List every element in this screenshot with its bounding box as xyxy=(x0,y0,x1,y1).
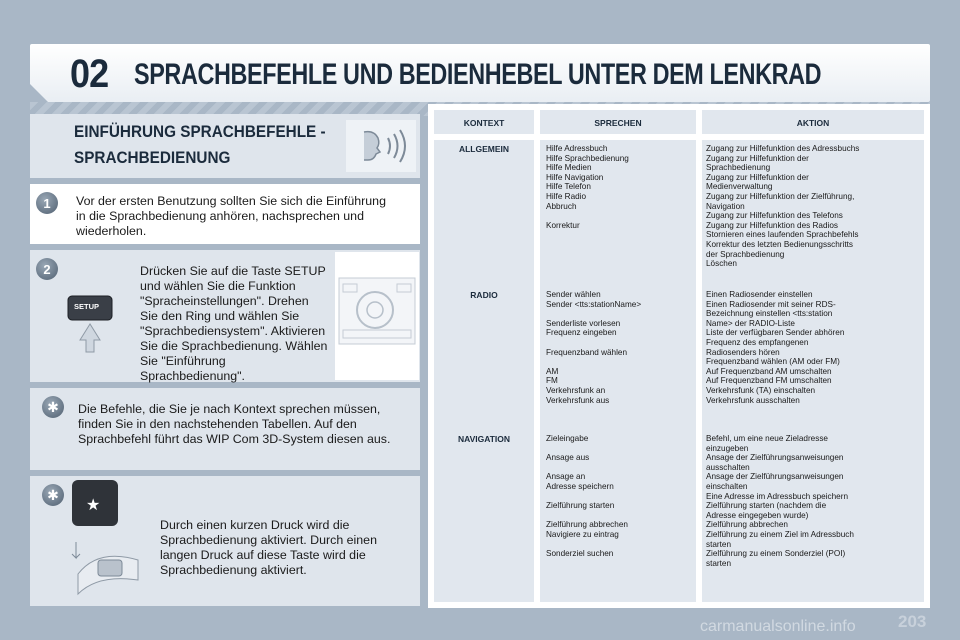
step-badge-1: 1 xyxy=(36,192,58,214)
steering-stalk-icon xyxy=(70,534,150,600)
column-header: SPRECHEN xyxy=(594,118,642,128)
intro-title xyxy=(74,119,335,171)
watermark: carmanualsonline.info xyxy=(700,618,856,635)
row-action: Zugang zur Hilfefunktion des Adressbuchs Zugang zur Hilfefunktion der Sprachbedienung Zugang zur Hilfefunktion der Medienverwaltung Zugang zur Hilfefunktion der Zielführung, Navigation Zugang zur Hilfefunktion des Telefons Zugang zur Hilfefunktion des Radios Stornieren eines laufenden Sprachbefehls Korrektur des letzten Bedienungsschritts der Sprachbedienung Löschen xyxy=(706,144,860,269)
radio-unit-icon xyxy=(335,252,419,380)
row-action: Einen Radiosender einstellen Einen Radiosender mit seiner RDS- Bezeichnung einstellen <tts:station Name> der RADIO-Liste Liste der verfügbaren Sender abhören Frequenz des empfangenen Radiosenders hören Frequenzband wählen (AM oder FM) Auf Frequenzband AM umschalten Auf Frequenzband FM umschalten Verkehrsfunk (TA) einschalten Verkehrsfunk ausschalten xyxy=(706,290,845,405)
svg-text:★: ★ xyxy=(86,495,101,514)
intro-title-line2: SPRACHBEDIENUNG xyxy=(74,148,231,167)
step1-text: Vor der ersten Benutzung sollten Sie sich die Einführung in die Sprachbedienung anhören, nachsprechen und wiederholen. xyxy=(76,194,386,238)
row-context: RADIO xyxy=(470,290,498,300)
step2-text: Drücken Sie auf die Taste SETUP und wählen Sie die Funktion "Spracheinstellungen". Drehen Sie den Ring und wählen Sie "Sprachbediensystem". Aktivieren Sie die Sprachbedienung. Wählen Sie "Einführung Sprachbedienung". xyxy=(140,264,328,383)
row-speak: Sender wählen Sender <tts:stationName> Senderliste vorlesen Frequenz eingeben Frequenzband wählen AM FM Verkehrsfunk an Verkehrsfunk aus xyxy=(546,290,642,405)
row-speak: Hilfe Adressbuch Hilfe Sprachbedienung Hilfe Medien Hilfe Navigation Hilfe Telefon Hilfe Radio Abbruch Korrektur xyxy=(546,144,629,230)
page-title: SPRACHBEFEHLE UND BEDIENHEBEL UNTER DEM LENKRAD xyxy=(134,58,822,91)
row-speak: Zieleingabe Ansage aus Ansage an Adresse speichern Zielführung starten Zielführung abbrechen Navigiere zu eintrag Sonderziel suchen xyxy=(546,434,628,559)
row-context: ALLGEMEIN xyxy=(458,144,510,154)
page-number: 203 xyxy=(898,612,927,631)
lightbulb-icon: ✱ xyxy=(42,396,64,418)
lightbulb-icon-2: ✱ xyxy=(42,484,64,506)
chapter-number: 02 xyxy=(70,52,109,96)
column-header: AKTION xyxy=(796,118,830,128)
voice-command-icon xyxy=(346,120,416,172)
row-action: Befehl, um eine neue Zieladresse einzugeben Ansage der Zielführungsanweisungen ausschalten Ansage der Zielführungsanweisungen einschalten Eine Adresse im Adressbuch speichern Zielführung starten (nachdem die Adresse eingegeben wurde) Zielführung abbrechen Zielführung zu einem Ziel im Adressbuch starten Zielführung zu einem Sonderziel (POI) starten xyxy=(706,434,854,568)
intro-title-line1: EINFÜHRUNG SPRACHBEFEHLE - xyxy=(74,122,326,141)
column-header: KONTEXT xyxy=(463,118,505,128)
tip2-text: Durch einen kurzen Druck wird die Sprachbedienung aktiviert. Durch einen langen Druck auf diese Taste wird die Sprachbedienung aktiviert. xyxy=(160,518,377,577)
tip1-text: Die Befehle, die Sie je nach Kontext sprechen müssen, finden Sie in den nachstehenden Tabellen. Auf den Sprachbefehl führt das WIP Com 3D-System diesen aus. xyxy=(78,402,391,446)
context-column xyxy=(434,140,534,602)
steering-button-icon xyxy=(72,480,118,526)
row-context: NAVIGATION xyxy=(457,434,511,444)
command-table xyxy=(428,104,930,608)
setup-button-icon xyxy=(66,290,114,354)
step-badge-2: 2 xyxy=(36,258,58,280)
setup-button-label: SETUP xyxy=(74,302,100,311)
